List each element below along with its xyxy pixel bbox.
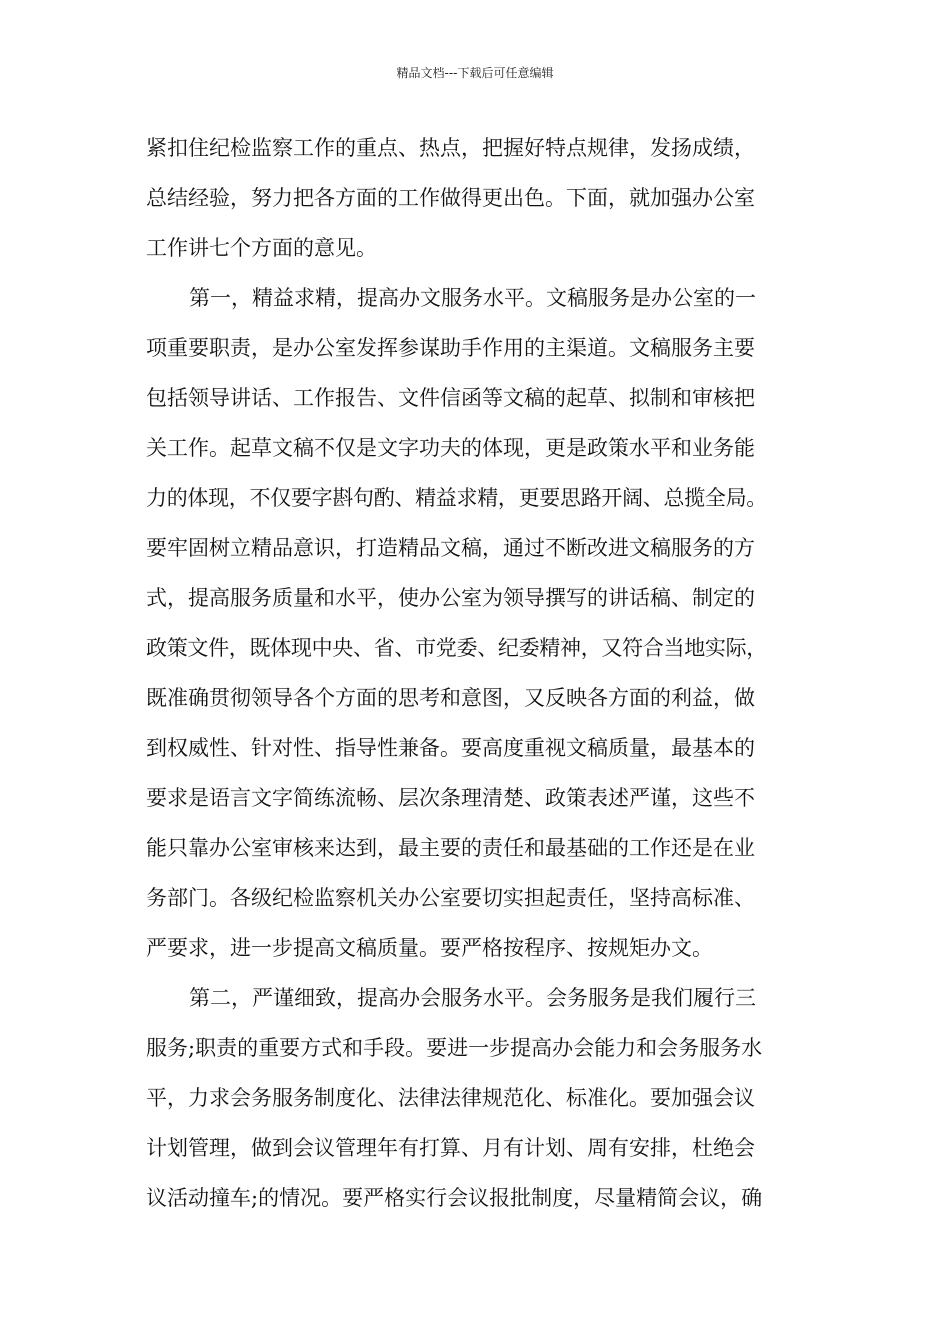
text-line-7: 关工作。起草文稿不仅是文字功夫的体现，更是政策水平和业务能 xyxy=(146,436,755,460)
text-line-8: 力的体现，不仅要字斟句酌、精益求精，更要思路开阔、总揽全局。 xyxy=(146,486,767,510)
page-header: 精品文档---下载后可任意编辑 xyxy=(396,66,554,80)
text-line-17: 严要求，进一步提高文稿质量。要严格按程序、按规矩办文。 xyxy=(146,936,713,960)
text-line-10: 式，提高服务质量和水平，使办公室为领导撰写的讲话稿、制定的 xyxy=(146,586,755,610)
text-line-1: 紧扣住纪检监察工作的重点、热点，把握好特点规律，发扬成绩， xyxy=(146,136,755,160)
text-line-14: 要求是语言文字简练流畅、层次条理清楚、政策表述严谨，这些不 xyxy=(146,786,755,810)
text-line-4: 第一，精益求精，提高办文服务水平。文稿服务是办公室的一 xyxy=(189,286,756,310)
text-line-13: 到权威性、针对性、指导性兼备。要高度重视文稿质量，最基本的 xyxy=(146,736,755,760)
text-line-12: 既准确贯彻领导各个方面的思考和意图，又反映各方面的利益，做 xyxy=(146,686,755,710)
text-line-9: 要牢固树立精品意识，打造精品文稿，通过不断改进文稿服务的方 xyxy=(146,536,755,560)
text-line-21: 计划管理，做到会议管理年有打算、月有计划、周有安排，杜绝会 xyxy=(146,1136,755,1160)
text-line-18: 第二，严谨细致，提高办会服务水平。会务服务是我们履行三 xyxy=(189,986,756,1010)
text-line-16: 务部门。各级纪检监察机关办公室要切实担起责任，坚持高标准、 xyxy=(146,886,755,910)
text-line-22: 议活动撞车;的情况。要严格实行会议报批制度，尽量精简会议，确 xyxy=(146,1186,763,1210)
text-line-5: 项重要职责，是办公室发挥参谋助手作用的主渠道。文稿服务主要 xyxy=(146,336,755,360)
text-line-3: 工作讲七个方面的意见。 xyxy=(146,236,377,260)
text-line-20: 平，力求会务服务制度化、法律法律规范化、标准化。要加强会议 xyxy=(146,1086,755,1110)
text-line-19: 服务;职责的重要方式和手段。要进一步提高办会能力和会务服务水 xyxy=(146,1036,763,1060)
text-line-15: 能只靠办公室审核来达到，最主要的责任和最基础的工作还是在业 xyxy=(146,836,755,860)
text-line-6: 包括领导讲话、工作报告、文件信函等文稿的起草、拟制和审核把 xyxy=(146,386,755,410)
text-line-11: 政策文件，既体现中央、省、市党委、纪委精神，又符合当地实际， xyxy=(146,636,767,660)
text-line-2: 总结经验，努力把各方面的工作做得更出色。下面，就加强办公室 xyxy=(146,186,755,210)
